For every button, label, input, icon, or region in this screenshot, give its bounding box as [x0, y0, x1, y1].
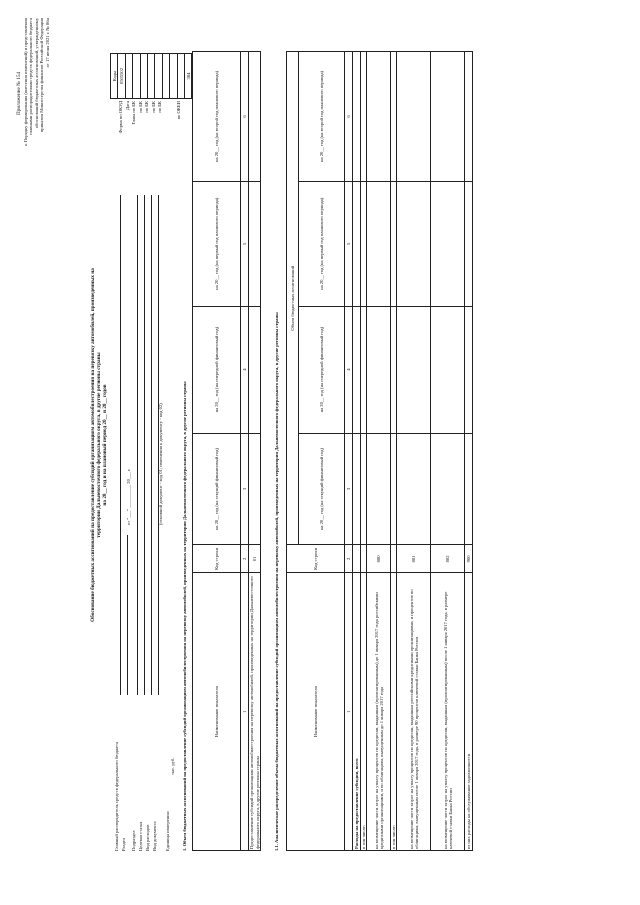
cell[interactable]	[431, 52, 465, 182]
bk-label: по БК	[137, 101, 143, 113]
codes-table	[110, 53, 192, 99]
field-underline	[151, 195, 152, 695]
col-current: на 20__ год (на текущий финансовый год)	[193, 433, 241, 545]
col-next: на 20__ год (на очередной финансовый год)	[299, 306, 345, 433]
row-name: на возмещение части затрат на уплату процентов по кредитам, выданным (пролонгированным) после 1 января 2017 года, в размере ключевой ставки Банка России	[431, 573, 465, 851]
field-label: Вид документа	[152, 821, 157, 851]
code-cell	[170, 54, 177, 99]
row-name: из них расходы на обслуживание задолженности	[465, 573, 473, 851]
okei-label: по ОКЕИ	[176, 101, 181, 120]
cell[interactable]	[397, 306, 431, 433]
okei-value: 384	[184, 54, 191, 99]
code-cell	[140, 54, 147, 99]
col-num: 2	[241, 545, 249, 573]
field-label: Целевая статья	[138, 821, 143, 851]
code-cell	[147, 54, 154, 99]
col-num: 3	[241, 433, 249, 545]
col-second: на 20__ год (на второй год планового периода)	[299, 52, 345, 182]
section-1-title: 1. Объем бюджетных ассигнований на предоставление субсидий организациям автомобилестроения на перевозку автомобилей, произведенных на территории Дальневосточного федерального округа, в другие регионы страны	[182, 381, 187, 851]
col-next: на 20__ год (на очередной финансовый год)	[193, 306, 241, 433]
title-line-1: Обоснование бюджетных ассигнований на предоставление субсидий организациям автомобилестроения на перевозку автомобилей, произведенных на	[90, 268, 96, 622]
title-line-2: территории Дальневосточного федерального округа, в другие регионы страны	[96, 352, 102, 538]
cell[interactable]	[353, 306, 361, 433]
cell[interactable]	[249, 306, 261, 433]
document-title	[90, 105, 108, 785]
appendix-line: от 17 июня 2021 г. № 86н	[44, 18, 50, 68]
cell[interactable]	[367, 306, 391, 433]
date-line: от "___" __________ 20___ г.	[126, 468, 131, 525]
table-row	[465, 52, 473, 851]
col-num: 5	[241, 181, 249, 306]
cell[interactable]	[249, 433, 261, 545]
bk-label: по БК	[150, 101, 156, 113]
field-underline	[137, 195, 138, 695]
row-name: Предоставление субсидий организациям автомобилестроения на перевозку автомобилей, произведенных на территории Дальневосточного федерального округа, в другие регионы страны	[249, 573, 261, 851]
code-cell	[162, 54, 169, 99]
section-1-table	[192, 51, 261, 851]
cell[interactable]	[431, 306, 465, 433]
cell[interactable]	[353, 52, 361, 182]
col-name: Наименование показателя	[287, 573, 345, 851]
okud-value: 0505502	[118, 54, 125, 99]
col-num: 4	[241, 306, 249, 433]
row-name: в том числе:	[391, 573, 397, 851]
row-code: 880	[367, 545, 391, 573]
cell[interactable]	[353, 181, 361, 306]
field-label: Главный распорядитель средств федерального бюджета	[114, 741, 119, 851]
appendix-lines	[23, 18, 50, 193]
date-label: Дата	[124, 101, 130, 111]
section-11-table	[286, 51, 473, 851]
code-cell	[155, 54, 162, 99]
bk-label: по БК	[144, 101, 149, 113]
cell[interactable]	[367, 181, 391, 306]
cell[interactable]	[431, 433, 465, 545]
col-num: 3	[345, 433, 353, 545]
cell[interactable]	[465, 433, 473, 545]
cell[interactable]	[397, 52, 431, 182]
appendix-number: Приложение № 154	[16, 71, 22, 115]
codes-header: Коды	[111, 54, 118, 99]
cell[interactable]	[465, 181, 473, 306]
volume-header: Объем бюджетных ассигнований	[287, 52, 299, 545]
field-label: Раздел	[121, 838, 126, 851]
appendix-line: обоснований бюджетных ассигнований, утвержденному	[33, 18, 39, 129]
col-first: на 20__ год (на первый год планового периода)	[193, 181, 241, 306]
cell[interactable]	[353, 433, 361, 545]
col-num: 2	[345, 545, 353, 573]
col-name: Наименование показателя	[193, 573, 241, 851]
field-underline	[120, 195, 121, 695]
title-line-3: на 20__ год и на плановый период 20__ и 20__ годов	[102, 384, 108, 506]
col-current: на 20__ год (на текущий финансовый год)	[299, 433, 345, 545]
doc-type-hint: (основной документ - код 01; изменения к документу - код 02)	[158, 403, 163, 525]
cell[interactable]	[397, 433, 431, 545]
table-row	[353, 52, 361, 851]
cell[interactable]	[249, 52, 261, 182]
row-name: на возмещение части затрат на уплату процентов по кредитам, выданным российскими кредитными организациями, и процентов по облигациям, выпущенным после 1 января 2017 года, в размере 90 процентов ключевой ставки Банка России	[397, 573, 431, 851]
code-cell	[133, 54, 140, 99]
row-code	[353, 545, 361, 573]
field-label: Подраздел	[131, 830, 136, 851]
cell[interactable]	[249, 181, 261, 306]
table-row	[249, 52, 261, 851]
col-first: на 20__ год (на первый год планового периода)	[299, 181, 345, 306]
bk-label: по БК	[157, 101, 162, 113]
row-name: Расходы на предоставление субсидии, всего	[353, 573, 361, 851]
field-label: Вид расходов	[145, 824, 150, 851]
code-cell	[177, 54, 184, 99]
unit: тыс. руб.	[170, 757, 175, 775]
appendix-line: приказом Министерства финансов Российской Федерации	[39, 18, 45, 133]
col-num: 6	[241, 52, 249, 182]
field-label: Единица измерения:	[165, 811, 170, 851]
row-code: 01	[249, 545, 261, 573]
appendix-line: к Порядку формирования (внесения изменений) и представления	[23, 18, 28, 146]
cell[interactable]	[397, 181, 431, 306]
row-code: 900	[465, 545, 473, 573]
field-underline	[144, 195, 145, 695]
col-second: на 20__ год (на второй год планового периода)	[193, 52, 241, 182]
row-name: в том числе:	[361, 573, 367, 851]
col-num: 5	[345, 181, 353, 306]
table-row	[431, 52, 465, 851]
col-code: Код строки	[287, 545, 345, 573]
row-code: 882	[431, 545, 465, 573]
col-num: 6	[345, 52, 353, 182]
cell[interactable]	[465, 306, 473, 433]
cell[interactable]	[431, 181, 465, 306]
cell[interactable]	[465, 52, 473, 182]
col-num: 1	[241, 573, 249, 851]
col-num: 4	[345, 306, 353, 433]
field-underline	[127, 535, 128, 695]
row-code: 881	[397, 545, 431, 573]
row-name: на возмещение части затрат на уплату процентов по кредитам, выданным (пролонгированным) до 1 января 2017 года российскими кредитными организациями, и по облигациям, выпущенным до 1 января 2017 года	[367, 573, 391, 851]
table-row	[367, 52, 391, 851]
code-cell	[125, 54, 132, 99]
table-row	[397, 52, 431, 851]
appendix-line: главными распорядителями средств федерального бюджета	[28, 18, 34, 135]
cell[interactable]	[367, 433, 391, 545]
okud-label: Форма по ОКУД	[118, 101, 123, 134]
cell[interactable]	[367, 52, 391, 182]
section-11-title: 1.1. Аналитическое распределение объема бюджетных ассигнований на предоставление субсидий организациям автомобилестроения на перевозку автомобилей, произведенных на территории Дальневосточного федерального округа, в другие регионы страны	[274, 312, 279, 851]
glava-label: Глава по БК	[131, 101, 136, 125]
col-num: 1	[345, 573, 353, 851]
col-code: Код строки	[193, 545, 241, 573]
